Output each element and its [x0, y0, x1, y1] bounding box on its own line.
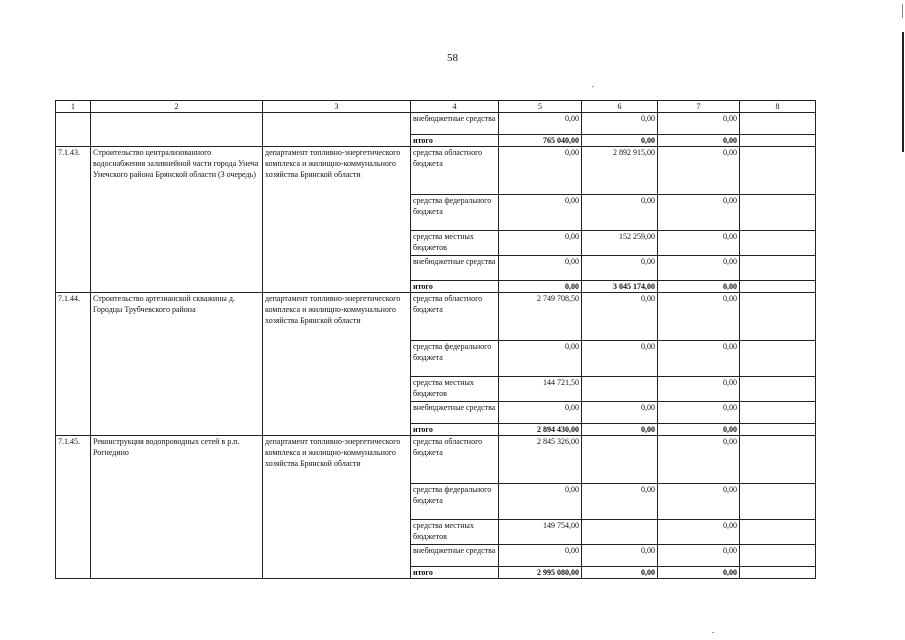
- amount-cell: [740, 147, 816, 195]
- amount-cell: [740, 484, 816, 520]
- amount-cell: 0,00: [582, 113, 658, 135]
- amount-cell: 0,00: [499, 484, 582, 520]
- amount-cell: 0,00: [582, 402, 658, 424]
- amount-cell: 0,00: [658, 231, 740, 256]
- amount-cell: 0,00: [499, 545, 582, 567]
- header-cell: 3: [263, 101, 411, 113]
- amount-cell: 0,00: [499, 113, 582, 135]
- executor-cell: департамент топливно-энергетического комплекса и жилищно-коммунального хозяйства Брянской области: [263, 147, 411, 293]
- header-cell: 7: [658, 101, 740, 113]
- funding-source-cell: средства федерального бюджета: [411, 195, 499, 231]
- amount-cell: 0,00: [499, 402, 582, 424]
- scan-edge-tick: [902, 4, 903, 18]
- amount-cell: 0,00: [582, 135, 658, 147]
- amount-cell: 149 754,00: [499, 520, 582, 545]
- scan-speck: [712, 632, 714, 633]
- funding-source-cell: средства местных бюджетов: [411, 377, 499, 402]
- amount-cell: [740, 567, 816, 579]
- amount-cell: 2 892 915,00: [582, 147, 658, 195]
- amount-cell: 0,00: [582, 567, 658, 579]
- amount-cell: 0,00: [499, 231, 582, 256]
- amount-cell: 2 749 708,50: [499, 293, 582, 341]
- amount-cell: 0,00: [499, 281, 582, 293]
- table-row: [56, 293, 816, 341]
- amount-cell: [740, 113, 816, 135]
- amount-cell: 0,00: [582, 293, 658, 341]
- amount-cell: [582, 377, 658, 402]
- amount-cell: [740, 377, 816, 402]
- amount-cell: 2 995 080,00: [499, 567, 582, 579]
- code-cell: 7.1.44.: [56, 293, 91, 436]
- amount-cell: [740, 545, 816, 567]
- funding-source-cell: внебюджетные средства: [411, 545, 499, 567]
- amount-cell: 0,00: [582, 341, 658, 377]
- amount-cell: 0,00: [658, 424, 740, 436]
- table-row: [56, 113, 816, 135]
- funding-source-cell: итого: [411, 567, 499, 579]
- header-cell: 1: [56, 101, 91, 113]
- amount-cell: 3 045 174,00: [582, 281, 658, 293]
- header-cell: 8: [740, 101, 816, 113]
- amount-cell: 0,00: [582, 424, 658, 436]
- table-row: [56, 436, 816, 484]
- amount-cell: [740, 195, 816, 231]
- name-cell: [91, 113, 263, 147]
- funding-source-cell: средства федерального бюджета: [411, 484, 499, 520]
- scan-speck: [592, 86, 594, 87]
- amount-cell: 0,00: [499, 256, 582, 281]
- header-cell: 2: [91, 101, 263, 113]
- table-body: [56, 113, 816, 579]
- funding-source-cell: средства областного бюджета: [411, 436, 499, 484]
- amount-cell: 0,00: [658, 402, 740, 424]
- amount-cell: 0,00: [582, 545, 658, 567]
- executor-cell: [263, 113, 411, 147]
- amount-cell: 0,00: [658, 567, 740, 579]
- amount-cell: 0,00: [658, 293, 740, 341]
- name-cell: Строительство централизованного водоснабжения заливнейной части города Унеча Унечского района Брянской области (3 очередь): [91, 147, 263, 293]
- amount-cell: [740, 281, 816, 293]
- funding-source-cell: средства областного бюджета: [411, 147, 499, 195]
- amount-cell: [740, 436, 816, 484]
- code-cell: 7.1.45.: [56, 436, 91, 579]
- amount-cell: 0,00: [658, 135, 740, 147]
- funding-source-cell: итого: [411, 281, 499, 293]
- funding-source-cell: средства местных бюджетов: [411, 231, 499, 256]
- amount-cell: 0,00: [658, 341, 740, 377]
- amount-cell: 0,00: [658, 520, 740, 545]
- amount-cell: 765 040,00: [499, 135, 582, 147]
- name-cell: Строительство артезианской скважины д. Городцы Трубчевского района: [91, 293, 263, 436]
- amount-cell: [740, 341, 816, 377]
- funding-source-cell: внебюджетные средства: [411, 113, 499, 135]
- code-cell: [56, 113, 91, 147]
- amount-cell: [582, 520, 658, 545]
- budget-table: [55, 100, 816, 579]
- amount-cell: 0,00: [582, 195, 658, 231]
- amount-cell: 0,00: [582, 484, 658, 520]
- page-number: 58: [447, 52, 458, 64]
- amount-cell: 0,00: [658, 195, 740, 231]
- amount-cell: [740, 402, 816, 424]
- header-cell: 4: [411, 101, 499, 113]
- amount-cell: 0,00: [582, 256, 658, 281]
- header-row: [56, 101, 816, 113]
- funding-source-cell: средства местных бюджетов: [411, 520, 499, 545]
- amount-cell: 0,00: [658, 256, 740, 281]
- funding-source-cell: внебюджетные средства: [411, 402, 499, 424]
- amount-cell: 2 894 430,00: [499, 424, 582, 436]
- amount-cell: 0,00: [658, 113, 740, 135]
- amount-cell: 144 721,50: [499, 377, 582, 402]
- amount-cell: 0,00: [499, 341, 582, 377]
- amount-cell: 0,00: [499, 147, 582, 195]
- amount-cell: [740, 293, 816, 341]
- funding-source-cell: итого: [411, 424, 499, 436]
- amount-cell: 0,00: [499, 195, 582, 231]
- amount-cell: 0,00: [658, 545, 740, 567]
- amount-cell: 0,00: [658, 436, 740, 484]
- header-cell: 5: [499, 101, 582, 113]
- amount-cell: [740, 424, 816, 436]
- funding-source-cell: внебюджетные средства: [411, 256, 499, 281]
- amount-cell: 0,00: [658, 484, 740, 520]
- scan-edge-line: [902, 32, 904, 152]
- amount-cell: 0,00: [658, 147, 740, 195]
- amount-cell: 0,00: [658, 281, 740, 293]
- amount-cell: [740, 520, 816, 545]
- name-cell: Реконструкция водопроводных сетей в р.п. Рогнедино: [91, 436, 263, 579]
- table-row: [56, 147, 816, 195]
- header-cell: 6: [582, 101, 658, 113]
- amount-cell: 152 259,00: [582, 231, 658, 256]
- executor-cell: департамент топливно-энергетического комплекса и жилищно-коммунального хозяйства Брянской области: [263, 293, 411, 436]
- funding-source-cell: средства федерального бюджета: [411, 341, 499, 377]
- amount-cell: [740, 135, 816, 147]
- amount-cell: 2 845 326,00: [499, 436, 582, 484]
- executor-cell: департамент топливно-энергетического комплекса и жилищно-коммунального хозяйства Брянской области: [263, 436, 411, 579]
- code-cell: 7.1.43.: [56, 147, 91, 293]
- amount-cell: [740, 256, 816, 281]
- funding-source-cell: итого: [411, 135, 499, 147]
- funding-source-cell: средства областного бюджета: [411, 293, 499, 341]
- amount-cell: [582, 436, 658, 484]
- amount-cell: 0,00: [658, 377, 740, 402]
- amount-cell: [740, 231, 816, 256]
